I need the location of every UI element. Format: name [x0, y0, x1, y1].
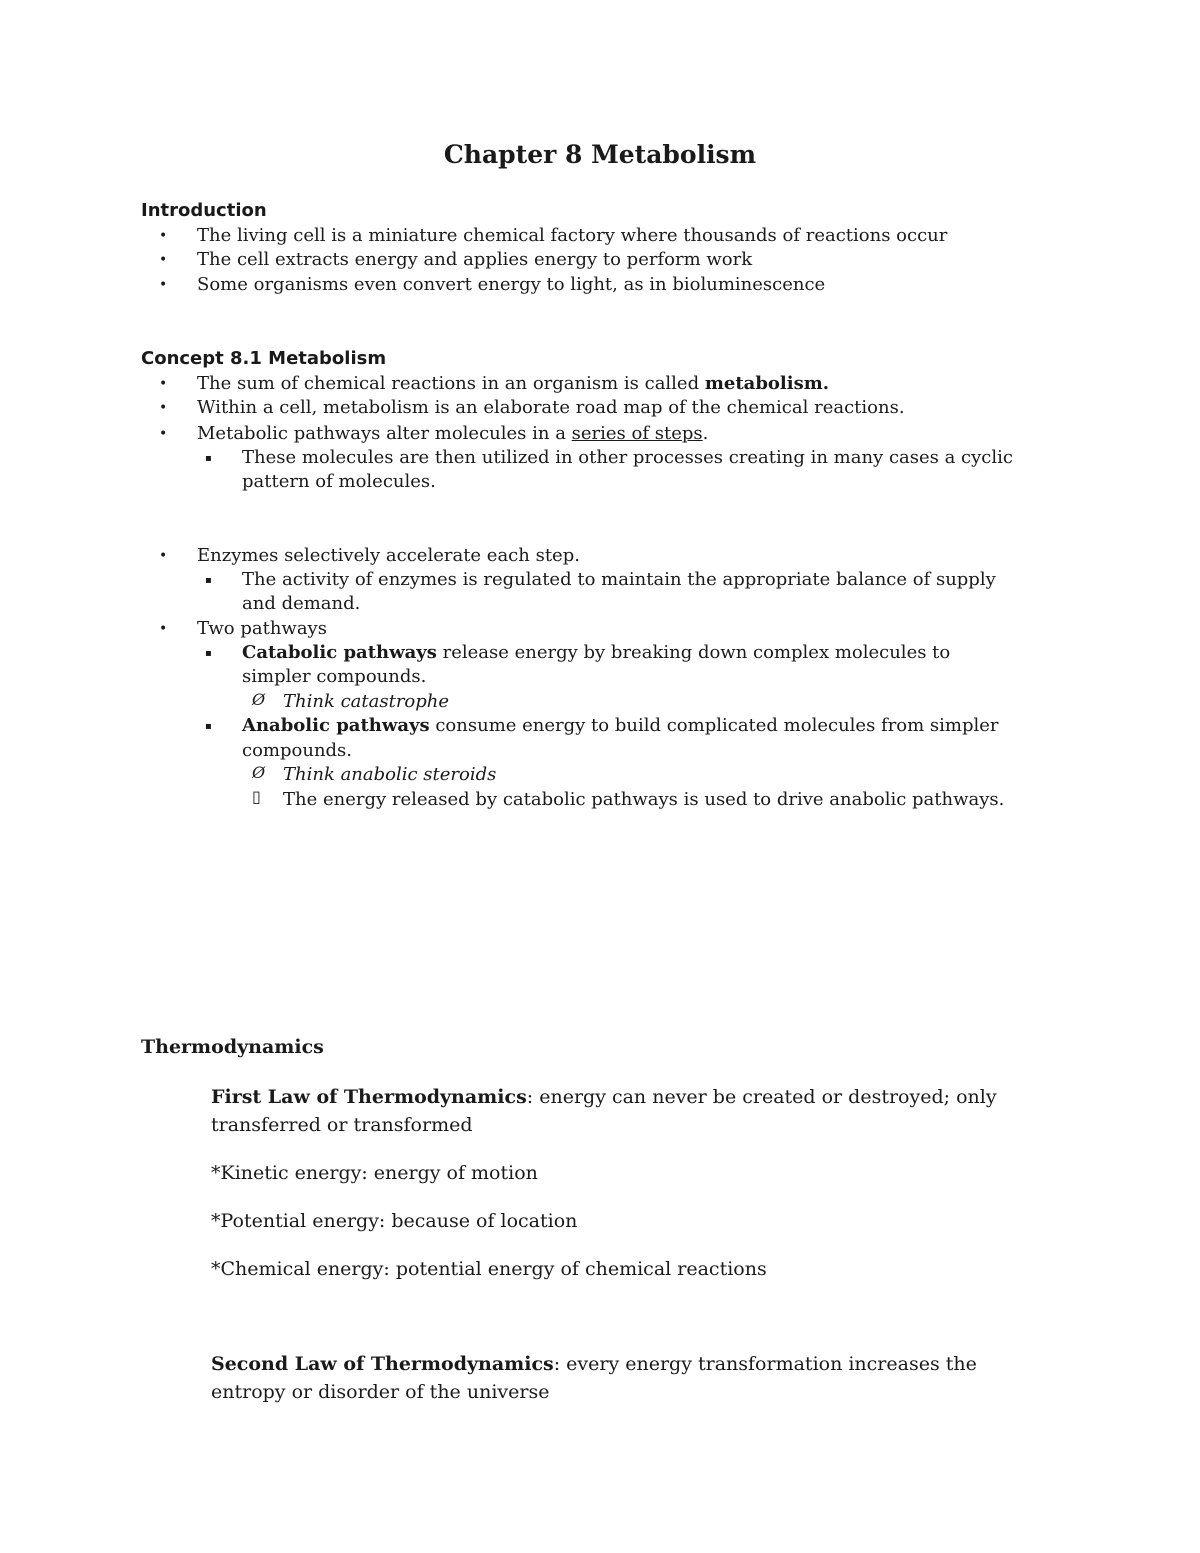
- second-law-line: [211, 1350, 977, 1378]
- sub-bullet-line: The activity of enzymes is regulated to maintain the appropriate balance of supply: [242, 569, 996, 590]
- underlined-term: series of steps: [571, 423, 703, 444]
- chemical-energy: *Chemical energy: potential energy of chemical reactions: [211, 1258, 767, 1280]
- anabolic-term: Anabolic pathways: [242, 715, 430, 736]
- square-bullet-icon: ▪: [205, 453, 212, 464]
- intro-bullet-3: Some organisms even convert energy to light, as in bioluminescence: [197, 274, 826, 295]
- first-law-line-2: transferred or transformed: [211, 1114, 473, 1136]
- bullet-icon: •: [159, 376, 168, 392]
- bullet-icon: •: [159, 621, 168, 637]
- text-run: .: [702, 423, 709, 444]
- first-law-line: [211, 1083, 997, 1111]
- concept-bullet-4: Enzymes selectively accelerate each step.: [197, 545, 580, 566]
- sub-bullet-line: and demand.: [242, 593, 361, 614]
- sub-bullet-line: These molecules are then utilized in other processes creating in many cases a cyclic: [242, 447, 1013, 468]
- catabolic-line: [242, 641, 950, 665]
- metabolism-term: metabolism.: [704, 373, 830, 394]
- concept-bullet-2: Within a cell, metabolism is an elaborate road map of the chemical reactions.: [197, 397, 905, 418]
- box-bullet-icon: ▯: [252, 787, 261, 806]
- kinetic-energy: *Kinetic energy: energy of motion: [211, 1162, 538, 1184]
- thermo-heading: Thermodynamics: [141, 1036, 324, 1058]
- page-title: Chapter 8 Metabolism: [443, 140, 757, 169]
- concept-bullet-5: Two pathways: [197, 618, 327, 639]
- sub-bullet-line: pattern of molecules.: [242, 471, 436, 492]
- square-bullet-icon: ▪: [205, 648, 212, 659]
- bullet-icon: •: [159, 228, 168, 244]
- text-run: The sum of chemical reactions in an organism is called: [197, 373, 705, 394]
- text-run: release energy by breaking down complex molecules to: [436, 642, 951, 663]
- concept-bullet-3: [197, 422, 708, 446]
- concept-heading: Concept 8.1 Metabolism: [141, 348, 387, 369]
- bullet-icon: •: [159, 277, 168, 293]
- text-run: : every energy transformation increases the: [553, 1353, 977, 1375]
- sub-bullet-line: compounds.: [242, 740, 353, 761]
- square-bullet-icon: ▪: [205, 721, 212, 732]
- text-run: consume energy to build complicated molecules from simpler: [429, 715, 999, 736]
- intro-bullet-2: The cell extracts energy and applies energy to perform work: [197, 249, 753, 270]
- intro-bullet-1: The living cell is a miniature chemical factory where thousands of reactions occur: [197, 225, 948, 246]
- energy-note: The energy released by catabolic pathways is used to drive anabolic pathways.: [283, 789, 1005, 810]
- concept-bullet-1: [197, 372, 829, 396]
- square-bullet-icon: ▪: [205, 575, 212, 586]
- arrow-bullet-icon: Ø: [252, 763, 266, 782]
- second-law-line-2: entropy or disorder of the universe: [211, 1381, 550, 1403]
- bullet-icon: •: [159, 400, 168, 416]
- potential-energy: *Potential energy: because of location: [211, 1210, 578, 1232]
- first-law-term: First Law of Thermodynamics: [211, 1086, 527, 1108]
- text-run: : energy can never be created or destroyed; only: [526, 1086, 997, 1108]
- catabolic-note: Think catastrophe: [283, 691, 450, 712]
- bullet-icon: •: [159, 426, 168, 442]
- intro-heading: Introduction: [141, 200, 267, 221]
- anabolic-note: Think anabolic steroids: [283, 764, 497, 785]
- anabolic-line: [242, 714, 999, 738]
- bullet-icon: •: [159, 252, 168, 268]
- sub-bullet-line: simpler compounds.: [242, 666, 427, 687]
- arrow-bullet-icon: Ø: [252, 690, 266, 709]
- second-law-term: Second Law of Thermodynamics: [211, 1353, 554, 1375]
- bullet-icon: •: [159, 548, 168, 564]
- catabolic-term: Catabolic pathways: [242, 642, 437, 663]
- text-run: Metabolic pathways alter molecules in a: [197, 423, 572, 444]
